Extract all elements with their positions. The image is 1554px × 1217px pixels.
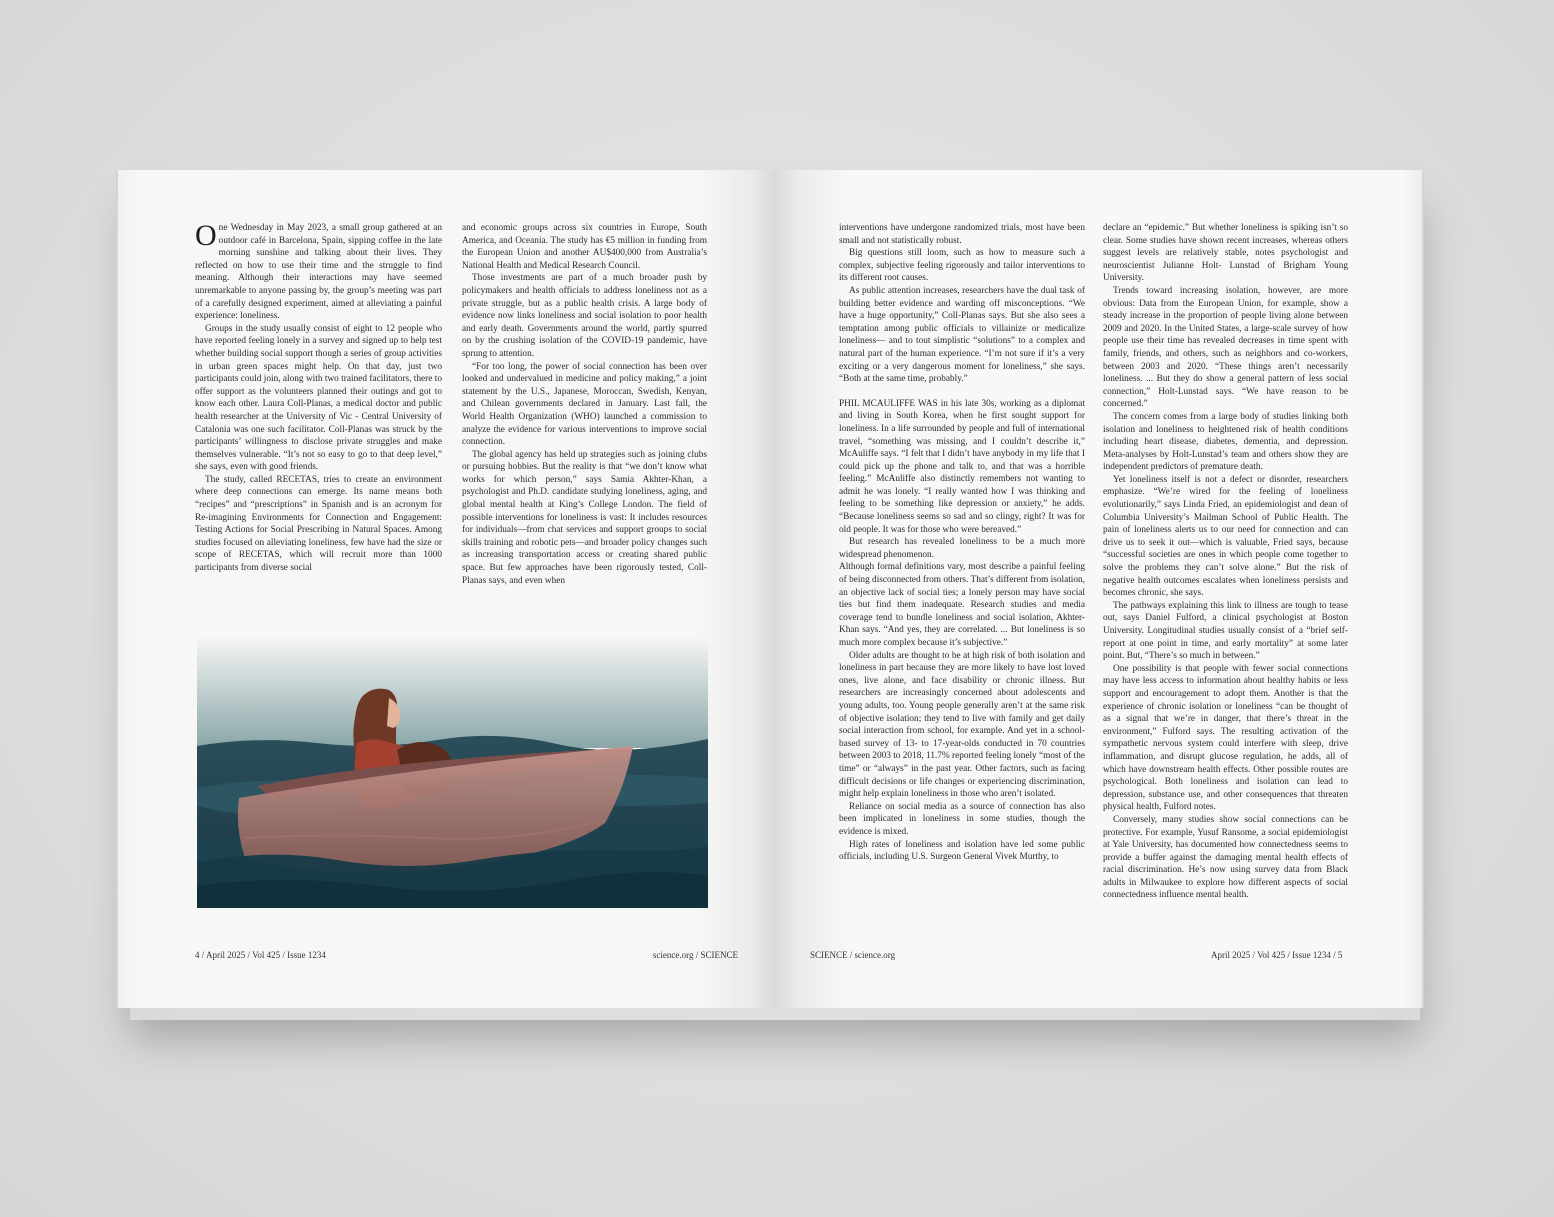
paragraph: The study, called RECETAS, tries to create an environment where deep connections can emerge. Its name means both “recipes” and “prescriptions” in Spanish and is an acronym for Re-imagining Environments for Connection and Engagement: Testing Actions for Social Prescribing in Natural Spaces. Among studies focused on alleviating loneliness, few have had the size or scope of RECETAS, which will recruit more than 1000 participants from diverse social xyxy=(195,474,442,574)
paragraph: declare an “epidemic.” But whether loneliness is spiking isn’t so clear. Some studies have shown recent increases, whereas others suggest levels are relatively stable, notes psychologist and neuroscientist Julianne Holt- Lunstad of Brigham Young University. xyxy=(1103,223,1348,284)
left-page xyxy=(118,170,774,1008)
illustration-woman-in-boat xyxy=(197,638,708,908)
sky xyxy=(197,638,708,748)
paragraph: As public attention increases, researchers have the dual task of building better evidence and warding off misconceptions. “We have a huge opportunity,” Coll-Planas says. But she also sees a temptation among public officials to villainize or medicalize loneliness— and to tout simplistic “solutions” to a complex and natural part of the human experience. “I’m not sure if it’s a very exciting or a very dangerous moment for loneliness,” she says. “Both at the same time, probably.” xyxy=(839,285,1085,385)
paragraph: Big questions still loom, such as how to measure such a complex, subjective feeling rigorously and tailor interventions to its different root causes. xyxy=(839,248,1085,284)
right-page-column-2 xyxy=(1103,222,1348,902)
boat-illustration-svg xyxy=(197,638,708,908)
paragraph: Reliance on social media as a source of connection has also been implicated in loneliness in some studies, though the evidence is mixed. xyxy=(839,801,1085,837)
paragraph: Trends toward increasing isolation, however, are more obvious: Data from the European Union, for example, show a steady increase in the proportion of people living alone between 2009 and 2020. In the United States, a large-scale survey of how people use their time has revealed decreases in time spent with family, friends, and others, such as neighbors and co-workers, between 2003 and 2020. “These things aren’t necessarily loneliness. ... But they do show a general pattern of less social connection,” Holt-Lunstad says. “We have reason to be concerned.” xyxy=(1103,285,1348,410)
left-page-column-2 xyxy=(462,222,707,587)
drop-cap: O xyxy=(195,219,217,252)
folio-right: April 2025 / Vol 425 / Issue 1234 / 5 xyxy=(1211,950,1343,960)
right-page-column-1 xyxy=(839,222,1085,864)
paragraph: Conversely, many studies show social connections can be protective. For example, Yusuf Ransome, a social epidemiologist at Yale University, has documented how connectedness seems to provide a buffer against the damaging mental health effects of racial discrimination. He’s now using survey data from Black adults in Milwaukee to explore how different aspects of social connectedness influence mental health. xyxy=(1103,814,1348,901)
paragraph: But research has revealed loneliness to be a much more widespread phenomenon. xyxy=(839,537,1085,560)
paragraph: interventions have undergone randomized trials, most have been small and not statistically robust. xyxy=(839,223,1085,246)
paragraph: High rates of loneliness and isolation have led some public officials, including U.S. Surgeon General Vivek Murthy, to xyxy=(839,839,1085,863)
paragraph: “For too long, the power of social connection has been over looked and undervalued in medicine and policy making,” a joint statement by the U.S., Japanese, Moroccan, Swedish, Kenyan, and Chilean governments declared in January. Last fall, the World Health Organization (WHO) launched a commission to analyze the evidence for various interventions to improve social connection. xyxy=(462,361,707,448)
folio-right: science.org / SCIENCE xyxy=(652,950,738,960)
paragraph: The concern comes from a large body of studies linking both isolation and loneliness to heightened risk of health conditions including heart disease, diabetes, dementia, and depression. Meta-analyses by Holt-Lunstad’s team and others show they are independent predictors of premature death. xyxy=(1103,411,1348,473)
folio-left: 4 / April 2025 / Vol 425 / Issue 1234 xyxy=(195,950,326,960)
right-page xyxy=(774,170,1422,1008)
paragraph: One possibility is that people with fewer social connections may have less access to information about healthy habits or less support and encouragement to adopt them. Another is that the experience of chronic isolation or loneliness “can be thought of as a signal that we’re in danger, that there’s threat in the environment,” Fulford says. The resulting activation of the sympathetic nervous system could interfere with sleep, drive inflammation, and disrupt glucose regulation, he adds, all of which have downstream health effects. Other possible routes are psychological. Both loneliness and isolation can lead to depression, substance use, and other consequences that threaten physical health, Fulford notes. xyxy=(1103,663,1348,813)
paragraph: and economic groups across six countries in Europe, South America, and Oceania. The study has €5 million in funding from the European Union and another AU$400,000 from Australia’s National Health and Medical Research Council. xyxy=(462,223,707,271)
paragraph: Groups in the study usually consist of eight to 12 people who have reported feeling lonely in a survey and signed up to help test whether building social support though a series of group activities in urban green spaces might help. On that day, just two participants could join, along with two trained facilitators, there to offer support as the volunteers planned their outings and got to know each other. Laura Coll-Planas, a medical doctor and public health researcher at the University of Vic - Central University of Catalonia was one such facilitator. Coll-Planas was struck by the participants’ willingness to disclose private struggles and make themselves vulnerable. “It’s not so easy to go to that deep level,” she says, even with good friends. xyxy=(195,323,442,473)
paragraph: Yet loneliness itself is not a defect or disorder, researchers emphasize. “We’re wired for the feeling of loneliness evolutionarily,” says Linda Fried, an epidemiologist and dean of Columbia University’s Mailman School of Public Health. The pain of loneliness alerts us to our need for connection and can drive us to seek it out—which is valuable, Fried says, because “successful societies are ones in which people come together to solve the problems they can’t solve alone.” But the risk of negative health outcomes escalates when loneliness persists and becomes chronic, she says. xyxy=(1103,474,1348,599)
paragraph: The pathways explaining this link to illness are tough to tease out, says Daniel Fulford, a clinical psychologist at Boston University. Longitudinal studies usually consist of a “brief self-report at one point in time, and early mortality” at some later point. But, “There’s so much in between.” xyxy=(1103,600,1348,662)
folio-left: SCIENCE / science.org xyxy=(810,950,896,960)
paragraph: Although formal definitions vary, most describe a painful feeling of being disconnected from others. That’s different from isolation, an objective lack of social ties; a lonely person may have social ties but find them inadequate. Research studies and media coverage tend to bundle loneliness and social isolation, Akhter-Khan says. “And yes, they are correlated. ... But loneliness is so much more complex because it’s subjective.” xyxy=(839,562,1085,648)
section-opening-paragraph: PHIL MCAULIFFE WAS in his late 30s, working as a diplomat and living in South Korea, when he first sought support for loneliness. In a life surrounded by people and full of international travel, “something was missing, and I couldn’t describe it,” McAuliffe says. “I felt that I didn’t have anybody in my life that I could pick up the phone and talk to, and that was a horrible feeling.” McAuliffe also distinctly remembers not wanting to admit he was lonely. “I really wanted how I was thinking and feeling to be something like depression or anxiety,” he adds. “Because loneliness seems so sad and so clingy, right? It was for old people. It was for those who were bereaved.” xyxy=(839,398,1085,535)
paragraph: Those investments are part of a much broader push by policymakers and health officials to address loneliness not as a private struggle, but as a public health crisis. A large body of evidence now links loneliness and social isolation to poor health and early death. Governments around the world, partly spurred on by the crushing isolation of the COVID-19 pandemic, have sprung to attention. xyxy=(462,273,707,359)
left-page-column-1 xyxy=(195,219,442,575)
paragraph: One Wednesday in May 2023, a small group gathered at an outdoor café in Barcelona, Spain, sipping coffee in the late morning sunshine and talking about their lives. They reflected on how to use their time and the struggle to find meaning. Although their interactions may have seemed unremarkable to anyone passing by, the group’s meeting was part of a carefully designed experiment, aimed at alleviating a painful experience: loneliness. xyxy=(195,219,442,322)
paragraph: The global agency has held up strategies such as joining clubs or pursuing hobbies. But the reality is that “we don’t know what works for which person,” says Samia Akhter-Khan, a psychologist and Ph.D. candidate studying loneliness, aging, and global mental health at King’s College London. The field of possible interventions for loneliness is vast: It includes resources for individuals—from chat services and support groups to social skills training and robotic pets—and broader policy changes such as increasing transportation access or creating shared public space. But few approaches have been rigorously tested, Coll-Planas says, and even when xyxy=(462,449,707,586)
paragraph: Older adults are thought to be at high risk of both isolation and loneliness in part because they are more likely to have lost loved ones, live alone, and face disability or chronic illness. But researchers are increasingly concerned about adolescents and young adults, too. Young people generally aren’t at the same risk of objective isolation; they tend to live with family and get daily social interaction from school, for example. And yet in a school-based survey of 13- to 17-year-olds conducted in 70 countries between 2003 to 2018, 11.7% reported feeling lonely “most of the time” or “always” in the past year. Other factors, such as facing difficult decisions or life changes or experiencing discrimination, might help explain loneliness in those who aren’t isolated. xyxy=(839,650,1085,800)
